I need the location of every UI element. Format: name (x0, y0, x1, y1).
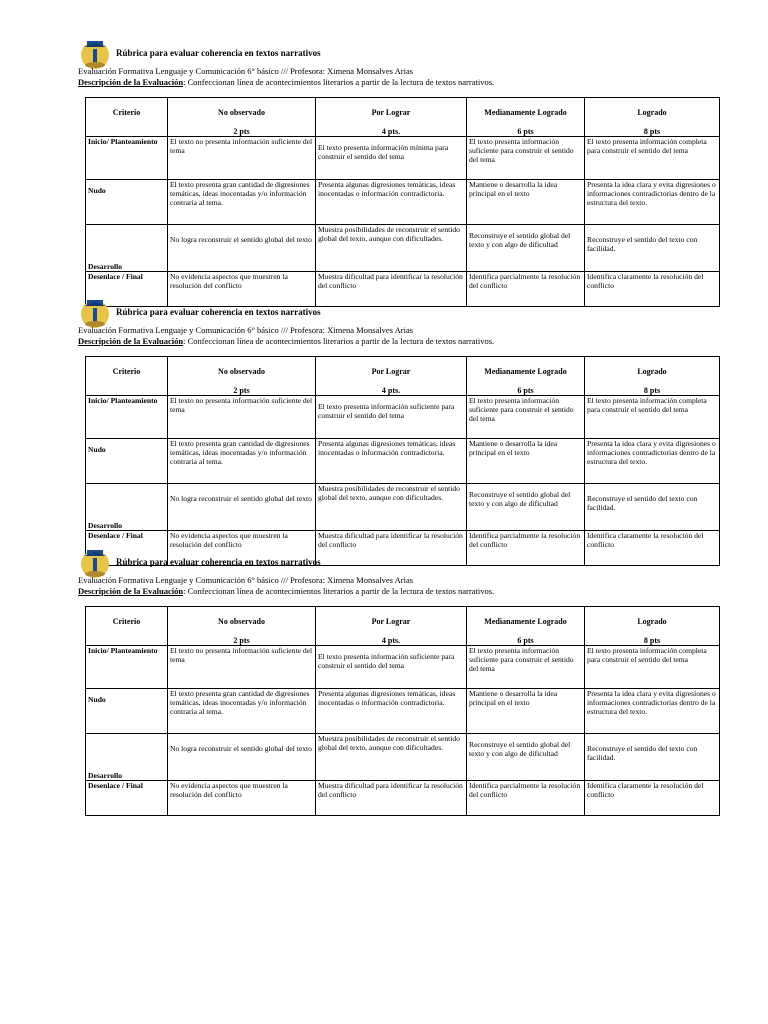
table-cell: El texto presenta gran cantidad de digresiones temáticas, ideas inocentadas y/o información contraria al tema. (168, 439, 316, 484)
criterion-label: Inicio/ Planteamiento (86, 396, 168, 439)
table-cell: El texto presenta información suficiente para construir el sentido del tema (467, 137, 585, 180)
table-cell: El texto presenta información completa para construir el sentido del tema (585, 137, 720, 180)
table-cell: Muestra dificultad para identificar la resolución del conflicto (316, 531, 467, 566)
table-row (86, 180, 720, 225)
evaluation-subtitle: Evaluación Formativa Lenguaje y Comunicación 6° básico /// Profesora: Ximena Monsalves Arias (78, 575, 414, 585)
table-cell: El texto no presenta información suficiente del tema (168, 396, 316, 439)
table-cell: El texto presenta información completa para construir el sentido del tema (585, 646, 720, 689)
table-cell: Identifica parcialmente la resolución del conflicto (467, 272, 585, 307)
header-medianamente-logrado: Medianamente Logrado 6 pts (467, 607, 585, 646)
header-criterio: Criterio (86, 607, 168, 646)
header-por-lograr: Por Lograr 4 pts. (316, 357, 467, 396)
rubric-table (85, 97, 720, 307)
table-cell: El texto no presenta información suficiente del tema (168, 646, 316, 689)
table-cell: No logra reconstruir el sentido global del texto (168, 734, 316, 781)
description-label: Descripción de la Evaluación (78, 336, 184, 346)
table-row (86, 734, 720, 781)
table-row (86, 225, 720, 272)
table-cell: No evidencia aspectos que muestren la resolución del conflicto (168, 781, 316, 816)
criterion-label: Desarrollo (86, 225, 168, 272)
criterion-label: Inicio/ Planteamiento (86, 137, 168, 180)
table-row (86, 137, 720, 180)
criterion-label: Desenlace / Final (86, 781, 168, 816)
table-cell: El texto presenta información suficiente para construir el sentido del tema (467, 396, 585, 439)
table-cell: No evidencia aspectos que muestren la resolución del conflicto (168, 531, 316, 566)
table-cell: Presenta la idea clara y evita digresiones o informaciones contradictorias dentro de la estructura del texto. (585, 180, 720, 225)
table-cell: Presenta algunas digresiones temáticas, ideas inocentadas o información contradictoria. (316, 439, 467, 484)
table-cell: Mantiene o desarrolla la idea principal en el texto (467, 439, 585, 484)
rubric-block-3 (0, 547, 768, 799)
header-medianamente-logrado: Medianamente Logrado 6 pts (467, 357, 585, 396)
table-cell: No logra reconstruir el sentido global del texto (168, 484, 316, 531)
table-cell: El texto presenta información mínima para construir el sentido del tema (316, 137, 467, 180)
header-por-lograr: Por Lograr 4 pts. (316, 607, 467, 646)
description-text: : Confeccionan línea de acontecimientos literarios a partir de la lectura de textos narrativos. (183, 77, 495, 87)
header-row (86, 607, 720, 646)
table-row (86, 439, 720, 484)
table-cell: Mantiene o desarrolla la idea principal en el texto (467, 180, 585, 225)
evaluation-subtitle: Evaluación Formativa Lenguaje y Comunicación 6° básico /// Profesora: Ximena Monsalves Arias (78, 325, 414, 335)
table-row (86, 781, 720, 816)
criterion-label: Inicio/ Planteamiento (86, 646, 168, 689)
table-cell: Identifica parcialmente la resolución del conflicto (467, 781, 585, 816)
table-cell: Reconstruye el sentido del texto con facilidad. (585, 734, 720, 781)
table-cell: El texto presenta información suficiente para construir el sentido del tema (467, 646, 585, 689)
table-cell: El texto presenta gran cantidad de digresiones temáticas, ideas inocentadas y/o información contraria al tema. (168, 689, 316, 734)
table-cell: Muestra posibilidades de reconstruir el sentido global del texto, aunque con dificultades. (316, 225, 467, 272)
header-no-observado: No observado 2 pts (168, 98, 316, 137)
rubric-table (85, 356, 720, 566)
table-cell: Presenta la idea clara y evita digresiones o informaciones contradictorias dentro de la estructura del texto. (585, 689, 720, 734)
table-cell: Muestra posibilidades de reconstruir el sentido global del texto, aunque con dificultades. (316, 484, 467, 531)
criterion-label: Nudo (86, 689, 168, 734)
rubric-table (85, 606, 720, 816)
header-row (86, 357, 720, 396)
table-row (86, 484, 720, 531)
rubric-title: Rúbrica para evaluar coherencia en textos narrativos (116, 48, 321, 58)
table-cell: Reconstruye el sentido global del texto y con algo de dificultad (467, 225, 585, 272)
table-cell: Identifica parcialmente la resolución del conflicto (467, 531, 585, 566)
table-cell: Reconstruye el sentido del texto con facilidad. (585, 225, 720, 272)
table-cell: Muestra dificultad para identificar la resolución del conflicto (316, 272, 467, 307)
table-cell: Presenta algunas digresiones temáticas, ideas inocentadas o información contradictoria. (316, 180, 467, 225)
table-cell: No logra reconstruir el sentido global del texto (168, 225, 316, 272)
criterion-label: Desenlace / Final (86, 272, 168, 307)
header-medianamente-logrado: Medianamente Logrado 6 pts (467, 98, 585, 137)
header-row (86, 98, 720, 137)
rubric-title: Rúbrica para evaluar coherencia en textos narrativos (116, 557, 321, 567)
table-cell: Presenta la idea clara y evita digresiones o informaciones contradictorias dentro de la estructura del texto. (585, 439, 720, 484)
table-cell: Mantiene o desarrolla la idea principal en el texto (467, 689, 585, 734)
table-row (86, 396, 720, 439)
header-logrado: Logrado 8 pts (585, 607, 720, 646)
table-cell: El texto presenta gran cantidad de digresiones temáticas, ideas inocentadas y/o información contraria al tema. (168, 180, 316, 225)
evaluation-subtitle: Evaluación Formativa Lenguaje y Comunicación 6° básico /// Profesora: Ximena Monsalves Arias (78, 66, 414, 76)
table-cell: Muestra dificultad para identificar la resolución del conflicto (316, 781, 467, 816)
table-cell: Identifica claramente la resolución del conflicto (585, 531, 720, 566)
table-cell: El texto presenta información completa para construir el sentido del tema (585, 396, 720, 439)
evaluation-description (78, 336, 494, 346)
criterion-label: Nudo (86, 180, 168, 225)
criterion-label: Desenlace / Final (86, 531, 168, 566)
table-cell: El texto presenta información suficiente para construir el sentido del tema (316, 646, 467, 689)
table-cell: El texto no presenta información suficiente del tema (168, 137, 316, 180)
header-criterio: Criterio (86, 357, 168, 396)
header-no-observado: No observado 2 pts (168, 357, 316, 396)
header-logrado: Logrado 8 pts (585, 357, 720, 396)
description-label: Descripción de la Evaluación (78, 77, 184, 87)
rubric-title: Rúbrica para evaluar coherencia en textos narrativos (116, 307, 321, 317)
table-row (86, 646, 720, 689)
table-cell: Identifica claramente la resolución del conflicto (585, 781, 720, 816)
header-no-observado: No observado 2 pts (168, 607, 316, 646)
evaluation-description (78, 586, 494, 596)
rubric-block-2 (0, 297, 768, 549)
table-cell: Reconstruye el sentido del texto con facilidad. (585, 484, 720, 531)
description-text: : Confeccionan línea de acontecimientos literarios a partir de la lectura de textos narrativos. (183, 336, 495, 346)
table-cell: Reconstruye el sentido global del texto y con algo de dificultad (467, 734, 585, 781)
evaluation-description (78, 77, 494, 87)
table-row (86, 689, 720, 734)
criterion-label: Nudo (86, 439, 168, 484)
table-cell: No evidencia aspectos que muestren la resolución del conflicto (168, 272, 316, 307)
table-cell: Identifica claramente la resolución del conflicto (585, 272, 720, 307)
description-label: Descripción de la Evaluación (78, 586, 184, 596)
header-por-lograr: Por Lograr 4 pts. (316, 98, 467, 137)
criterion-label: Desarrollo (86, 484, 168, 531)
table-cell: Reconstruye el sentido global del texto y con algo de dificultad (467, 484, 585, 531)
description-text: : Confeccionan línea de acontecimientos literarios a partir de la lectura de textos narrativos. (183, 586, 495, 596)
header-criterio: Criterio (86, 98, 168, 137)
rubric-block-1 (0, 38, 768, 290)
table-cell: El texto presenta información suficiente para construir el sentido del tema (316, 396, 467, 439)
table-cell: Muestra posibilidades de reconstruir el sentido global del texto, aunque con dificultades. (316, 734, 467, 781)
table-cell: Presenta algunas digresiones temáticas, ideas inocentadas o información contradictoria. (316, 689, 467, 734)
header-logrado: Logrado 8 pts (585, 98, 720, 137)
criterion-label: Desarrollo (86, 734, 168, 781)
